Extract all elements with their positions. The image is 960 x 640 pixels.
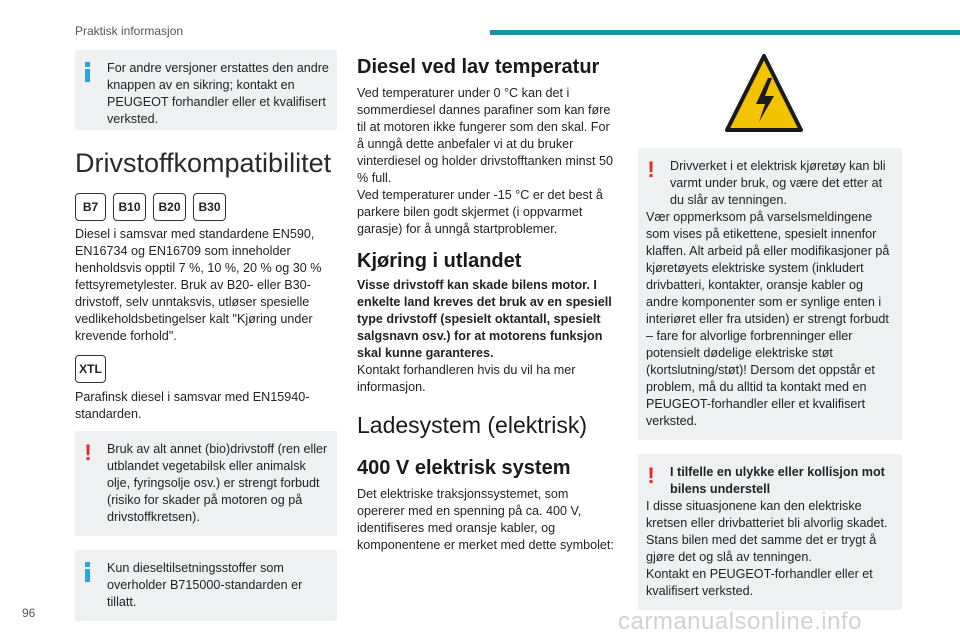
- body-text: Kontakt forhandleren hvis du vil ha mer informasjon.: [357, 363, 576, 394]
- xtl-badge-row: [75, 355, 337, 383]
- warning-icon: !: [84, 440, 92, 465]
- fuel-badge: B20: [153, 193, 186, 221]
- page-number: 96: [22, 606, 36, 620]
- fuel-badges: [75, 193, 337, 221]
- warning-icon: !: [647, 157, 655, 182]
- warning-box: [638, 148, 902, 440]
- info-icon: [81, 62, 95, 82]
- column-middle: [357, 50, 619, 554]
- warning-text: I disse situasjonene kan den elektriske kretsen eller drivbatteriet bli alvorlig skadet. Stans bilen med det samme det er trygt å gjøre det og slå av tenningen.: [646, 499, 888, 564]
- warning-text: Drivverket i et elektrisk kjøretøy kan bli varmt under bruk, og være det etter at du slår av tenningen.: [670, 159, 886, 207]
- info-text: Kun dieseltilsetningsstoffer som overholder B715000-standarden er tillatt.: [107, 561, 303, 609]
- info-text: For andre versjoner erstattes den andre knappen av en sikring; kontakt en PEUGEOT forhandler eller et kvalifisert verksted.: [107, 61, 329, 126]
- warning-text: Kontakt en PEUGEOT-forhandler eller et kvalifisert verksted.: [646, 567, 873, 598]
- fuel-badge: B30: [193, 193, 226, 221]
- high-voltage-icon: [724, 52, 804, 136]
- section-heading: Diesel ved lav temperatur: [357, 56, 600, 78]
- body-text-bold: Visse drivstoff kan skade bilens motor. I enkelte land kreves det bruk av en spesiell type drivstoff (spesielt oktantall, spesielt salgsnavn osv.) for at motorens funksjon skal kunne garanteres.: [357, 278, 612, 360]
- info-icon: [81, 562, 95, 582]
- fuel-badge: B7: [75, 193, 106, 221]
- warning-title: I tilfelle en ulykke eller kollisjon mot bilens understell: [670, 465, 885, 496]
- section-heading: Ladesystem (elektrisk): [357, 412, 588, 438]
- body-text: Det elektriske traksjonssystemet, som opererer med en spenning på ca. 400 V, identifiseres med oransje kabler, og komponentene er merket med dette symbolet:: [357, 487, 614, 552]
- column-right: [638, 50, 902, 610]
- warning-icon: !: [647, 463, 655, 488]
- section-heading: Drivstoffkompatibilitet: [75, 148, 332, 178]
- fuel-badge-xtl: XTL: [75, 355, 106, 383]
- column-left: [75, 50, 337, 621]
- warning-box: [75, 431, 337, 536]
- warning-text: Vær oppmerksom på varselsmeldingene som vises på etikettene, spesielt innenfor klaffen. Alt arbeid på eller modifikasjoner på kjøretøyets elektriske system (inkludert drivbatteri, kontakter, oransje kabler og andre komponenter som er synlige enten i interiøret eller fra utsiden) er strengt forbudt – fare for alvorlige forbrenninger eller potensielt dødelige elektriske støt (kortslutning/støt)! Dersom det oppstår et problem, må du alltid ta kontakt med en PEUGEOT-forhandler eller et kvalifisert verksted.: [646, 210, 890, 428]
- warning-box: [638, 454, 902, 610]
- body-text: Ved temperaturer under 0 °C kan det i sommerdiesel dannes parafiner som kan føre til at motoren ikke fungerer som den skal. For å unngå dette anbefaler vi at du bruker vinterdiesel og holder drivstofftanken minst 50 % full.: [357, 86, 613, 185]
- section-heading: 400 V elektrisk system: [357, 457, 571, 479]
- section-title: Praktisk informasjon: [75, 24, 184, 38]
- info-box: [75, 550, 337, 621]
- body-text: Ved temperaturer under -15 °C er det best å parkere bilen godt skjermet (i oppvarmet garasje) for å unngå startproblemer.: [357, 188, 603, 236]
- body-text: Diesel i samsvar med standardene EN590, EN16734 og EN16709 som inneholder henholdsvis opptil 7 %, 10 %, 20 % og 30 % fettsyremetylester. Bruk av B20- eller B30-drivstoff, selv unntaksvis, utløser spesielle vedlikeholdsbetingelser kalt "Kjøring under krevende forhold".: [75, 227, 322, 343]
- section-heading: Kjøring i utlandet: [357, 250, 522, 272]
- watermark: carmanualsonline.info: [618, 608, 862, 635]
- header-accent-bar: [490, 30, 960, 35]
- info-box: [75, 50, 337, 130]
- body-text: Parafinsk diesel i samsvar med EN15940-standarden.: [75, 390, 310, 421]
- warning-text: Bruk av alt annet (bio)drivstoff (ren eller utblandet vegetabilsk eller animalsk olje, fyringsolje osv.) er strengt forbudt (risiko for skader på motoren og på drivstoffkretsen).: [107, 442, 328, 524]
- fuel-badge: B10: [113, 193, 146, 221]
